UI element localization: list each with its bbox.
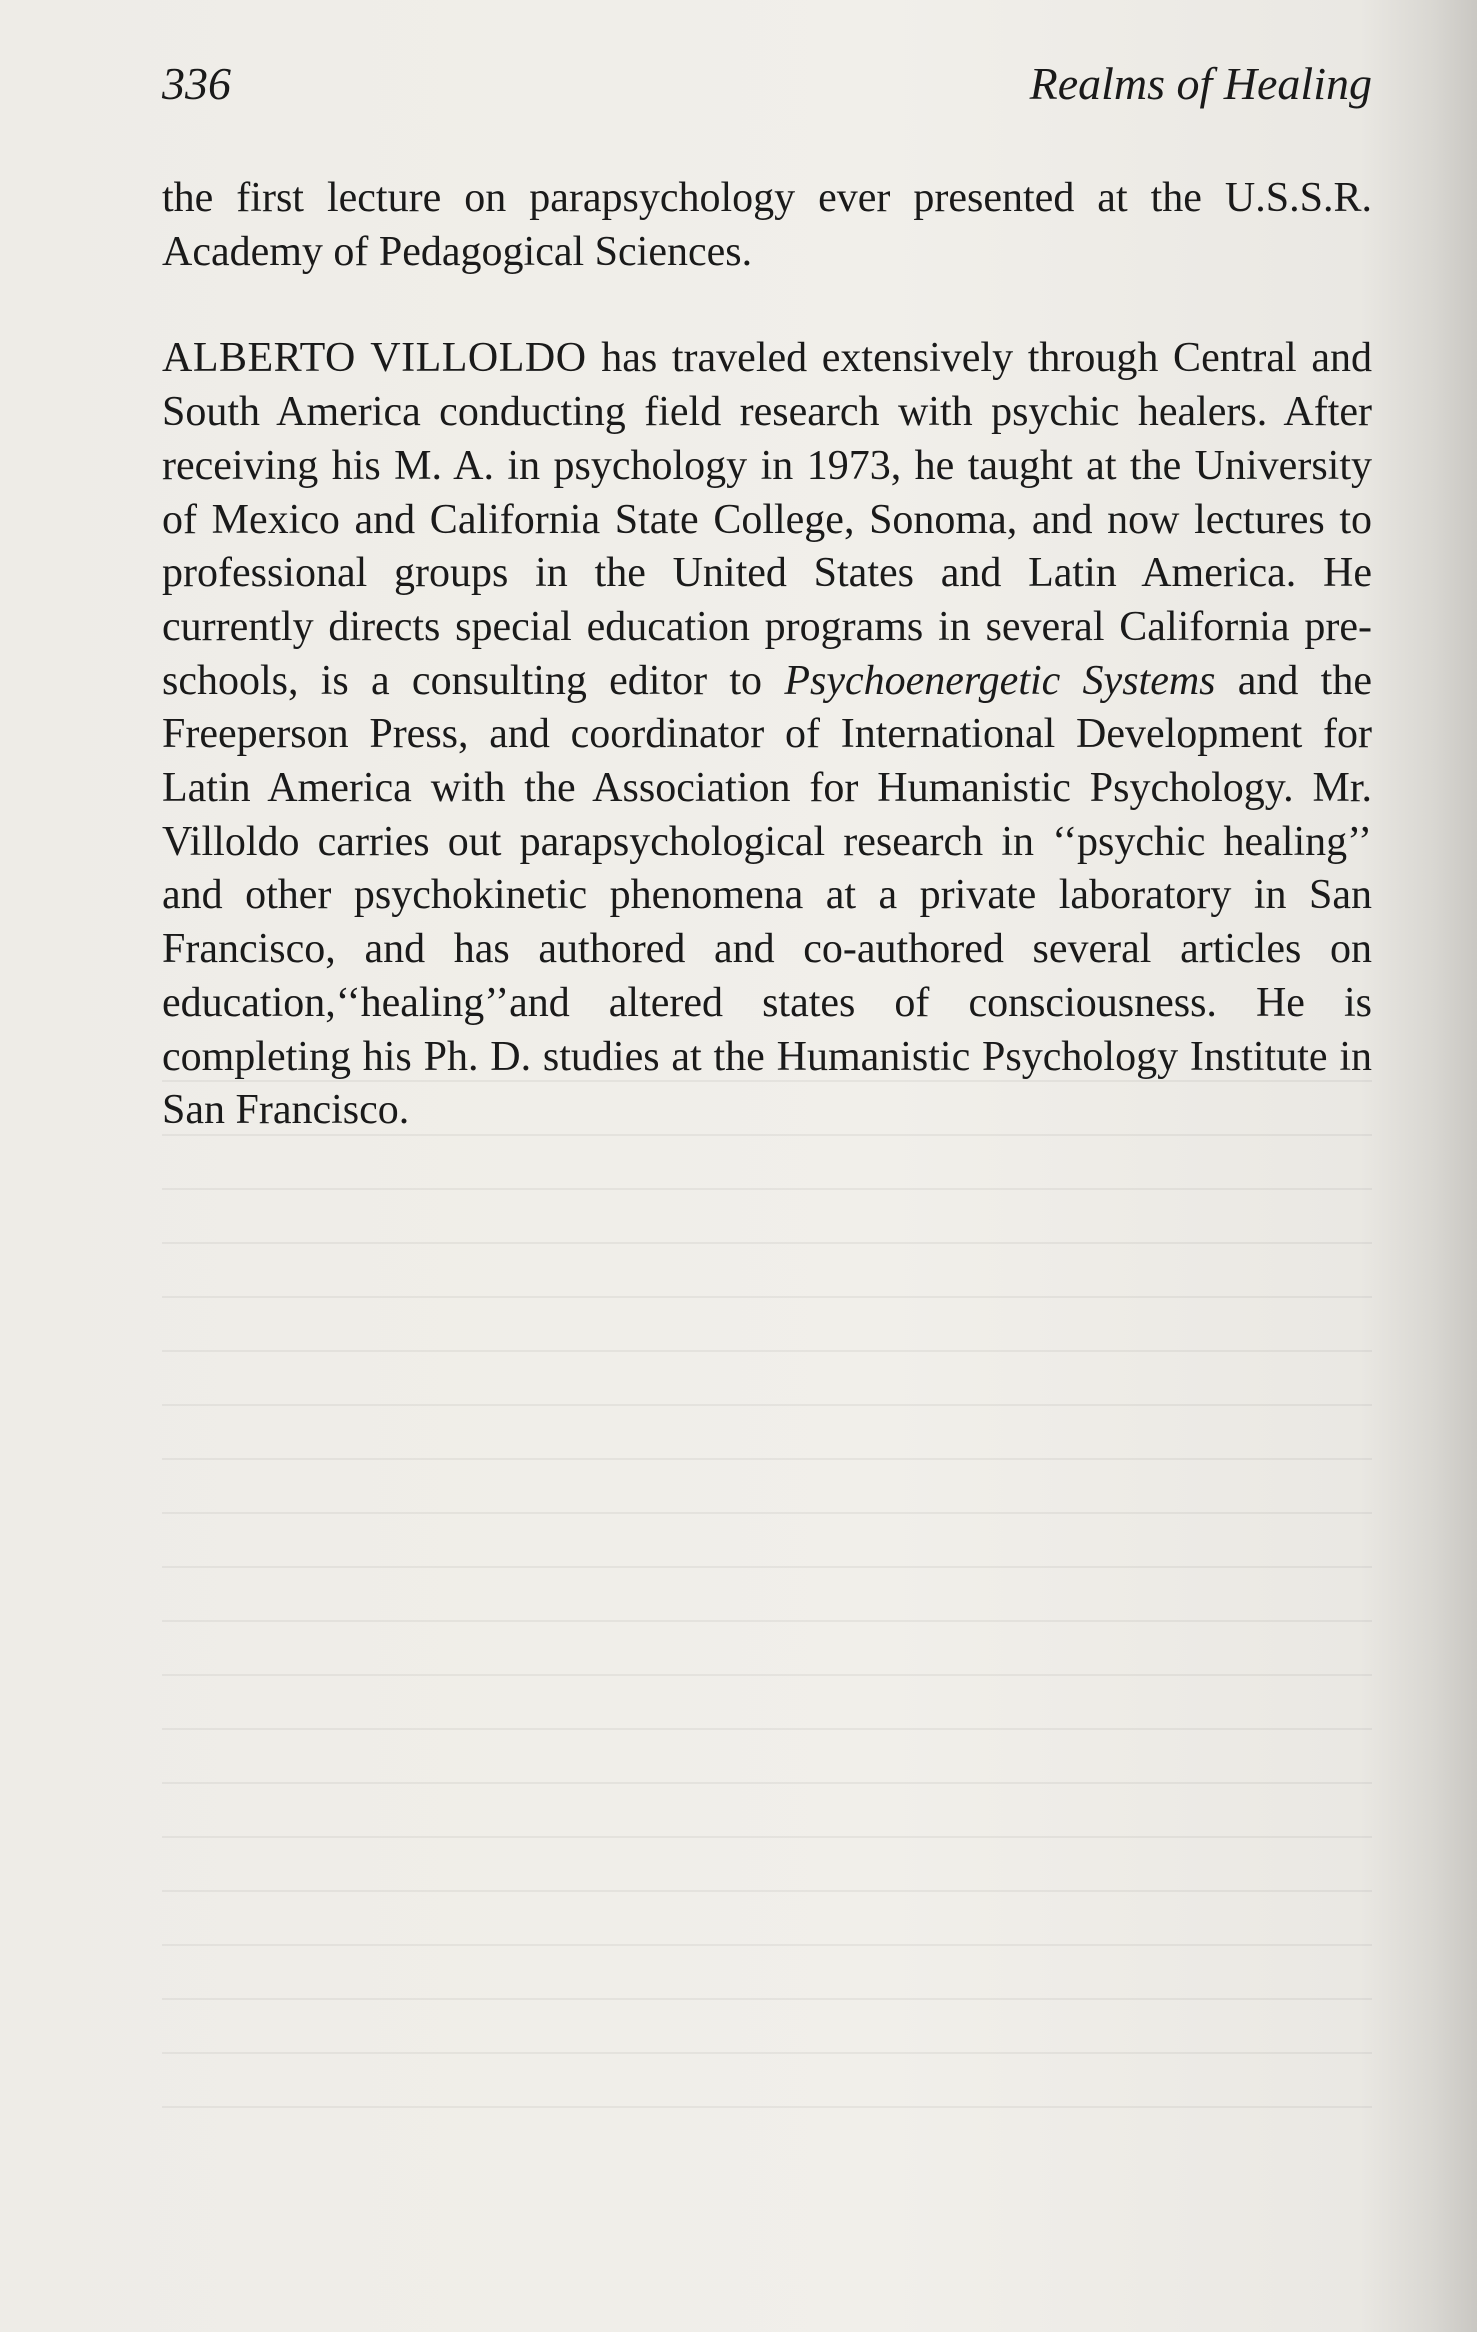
bio-paragraph (162, 332, 1372, 1138)
running-head (162, 58, 1372, 118)
bio-text-part-2: and the Freeperson Press, and coordinator of International Development for Latin America with the Association for Humanistic Psychology. Mr. Villoldo carries out parapsychological research in ‘‘psychic healing’’ and other psychokinetic phenomena at a private laboratory in San Francisco, and has authored and co-authored several articles on education,‘‘healing’’and altered states of consciousness. He is completing his Ph. D. studies at the Humanistic Psychology Institute in San Francisco. (162, 657, 1372, 1134)
show-through-texture (162, 1080, 1372, 2240)
body-text (162, 172, 1372, 1138)
page-number: 336 (162, 58, 231, 109)
journal-title: Psychoenergetic Systems (784, 657, 1216, 704)
continuation-paragraph: the first lecture on parapsychology ever presented at the U.S.S.R. Academy of Pedagogical Sciences. (162, 175, 1372, 275)
bio-name: ALBERTO VILLOLDO (162, 335, 587, 382)
bio-text-part-1: has traveled extensively through Central and South America conducting field research with psychic healers. After receiving his M. A. in psychology in 1973, he taught at the University of Mexico and California State College, Sonoma, and now lectures to professional groups in the United States and Latin America. He currently directs special education programs in several California pre-schools, is a consulting editor to (162, 335, 1372, 704)
book-title: Realms of Healing (1029, 58, 1372, 109)
